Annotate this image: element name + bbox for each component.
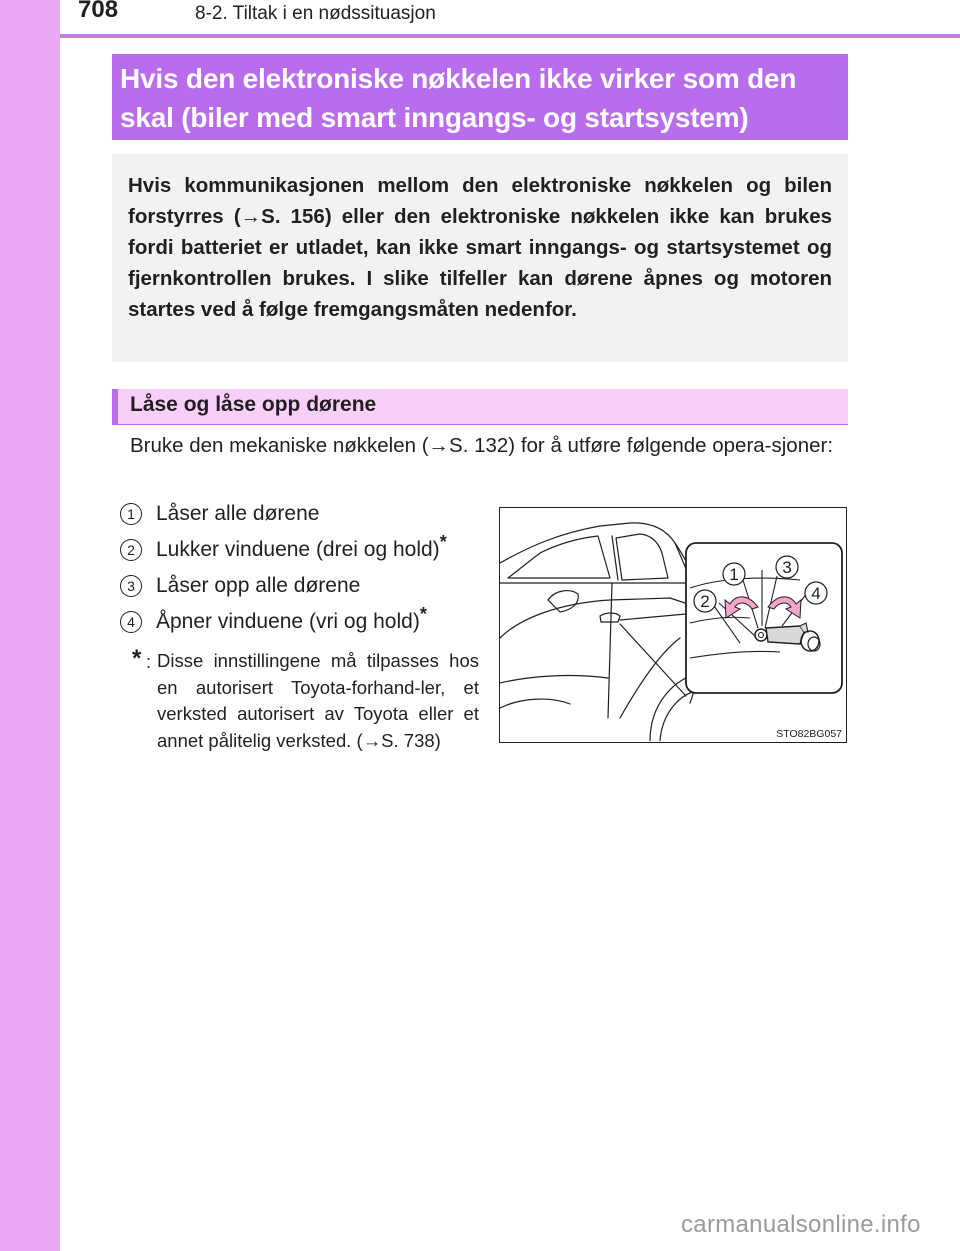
footnote-colon: : (146, 652, 152, 672)
page-number: 708 (78, 0, 119, 23)
zoom-detail-box (686, 543, 842, 693)
svg-text:4: 4 (811, 584, 821, 603)
step-text: Låser opp alle dørene (156, 574, 361, 597)
callout-4 (805, 582, 827, 604)
watermark-text: carmanualsonline.info (681, 1211, 921, 1238)
asterisk-mark: * (419, 604, 427, 624)
step-number: 3 (120, 575, 142, 597)
callout-1 (723, 563, 745, 585)
main-heading-line-1: Hvis den elektroniske nøkkelen ikke virker som den (120, 63, 797, 94)
section-title: 8-2. Tiltak i en nødssituasjon (195, 3, 436, 24)
intro-box (112, 154, 848, 362)
step-3 (120, 573, 361, 599)
step-number: 1 (120, 503, 142, 525)
sub-heading (112, 389, 848, 425)
step-4 (120, 604, 427, 635)
step-2 (120, 532, 447, 563)
chapter-side-tab (0, 0, 60, 1251)
step-text: Lukker vinduene (drei og hold)* (156, 532, 447, 561)
asterisk-mark: * (439, 532, 447, 552)
svg-text:2: 2 (700, 592, 710, 611)
step-1 (120, 501, 320, 527)
footnote-text: Disse innstillingene må tilpasses hos en autorisert Toyota-forhand-ler, et verksted autorisert av Toyota eller et annet pålitelig verksted. (→S. 738) (157, 650, 479, 751)
callout-3 (776, 556, 798, 578)
instruction-text: Bruke den mekaniske nøkkelen (→S. 132) for å utføre følgende opera-sjoner: (130, 434, 834, 457)
footnote-asterisk: * (132, 645, 142, 672)
step-text: Åpner vinduene (vri og hold)* (156, 604, 427, 633)
step-text: Låser alle dørene (156, 502, 320, 525)
step-number: 4 (120, 611, 142, 633)
figure-code: STO82BG057 (776, 728, 842, 740)
intro-text: Hvis kommunikasjonen mellom den elektroniske nøkkelen og bilen forstyrres (→S. 156) eller den elektroniske nøkkelen ikke kan brukes fordi batteriet er utladet, kan ikke smart inngangs- og startsystemet og fjernkontrollen brukes. I slike tilfeller kan dørene åpnes og motoren startes ved å følge fremgangsmåten nedenfor. (128, 174, 832, 321)
callout-2 (694, 590, 716, 612)
svg-text:3: 3 (782, 558, 792, 577)
car-door-drawing (500, 508, 845, 741)
car-door-key-illustration (499, 507, 847, 743)
svg-text:1: 1 (729, 565, 739, 584)
main-heading-line-2: skal (biler med smart inngangs- og startsystem) (120, 102, 749, 133)
header-rule (60, 34, 960, 38)
sub-heading-text: Låse og låse opp dørene (130, 393, 377, 416)
step-number: 2 (120, 539, 142, 561)
main-heading (112, 54, 848, 140)
